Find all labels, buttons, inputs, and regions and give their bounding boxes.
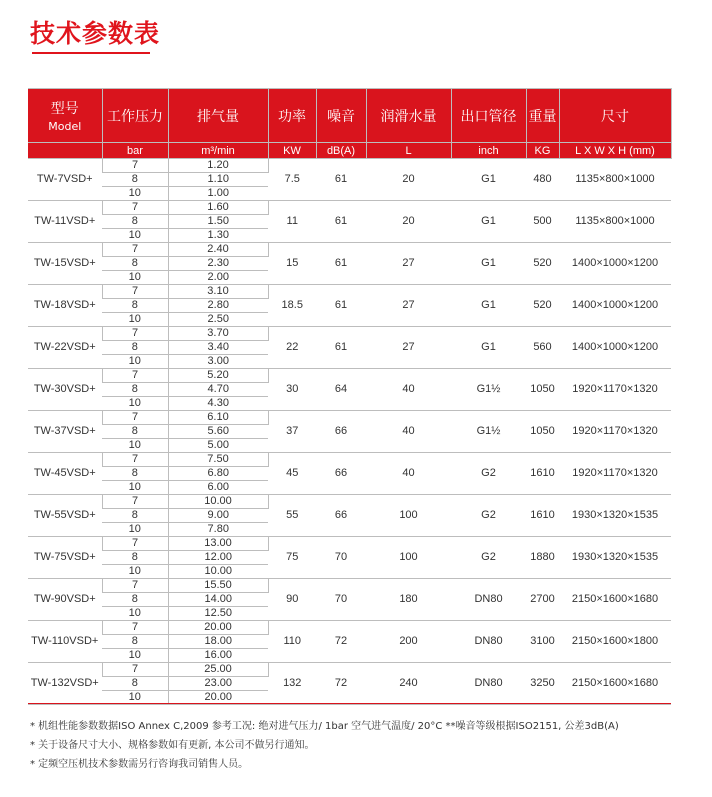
flow-cell: 5.20 (168, 369, 268, 383)
flow-cell: 15.50 (168, 579, 268, 593)
oil-cell: 40 (366, 411, 451, 453)
header-outlet: 出口管径 (451, 89, 526, 143)
flow-cell: 1.50 (168, 215, 268, 229)
noise-cell: 66 (316, 453, 366, 495)
table-row (28, 663, 671, 677)
pressure-cell: 8 (102, 509, 168, 523)
pressure-cell: 10 (102, 355, 168, 369)
pressure-cell: 7 (102, 369, 168, 383)
pressure-cell: 7 (102, 453, 168, 467)
weight-cell: 1050 (526, 411, 559, 453)
noise-cell: 64 (316, 369, 366, 411)
flow-cell: 3.40 (168, 341, 268, 355)
outlet-cell: G1 (451, 201, 526, 243)
oil-cell: 40 (366, 369, 451, 411)
flow-cell: 1.00 (168, 187, 268, 201)
flow-cell: 10.00 (168, 565, 268, 579)
size-cell: 1920×1170×1320 (559, 453, 671, 495)
table-bottom-rule (28, 703, 671, 704)
header-oil: 润滑水量 (366, 89, 451, 143)
outlet-cell: G1½ (451, 411, 526, 453)
size-cell: 1400×1000×1200 (559, 243, 671, 285)
outlet-cell: G1 (451, 285, 526, 327)
noise-cell: 70 (316, 579, 366, 621)
header-weight: 重量 (526, 89, 559, 143)
oil-cell: 240 (366, 663, 451, 705)
size-cell: 1930×1320×1535 (559, 495, 671, 537)
oil-cell: 27 (366, 243, 451, 285)
noise-cell: 61 (316, 327, 366, 369)
outlet-cell: G2 (451, 453, 526, 495)
pressure-cell: 10 (102, 313, 168, 327)
power-cell: 30 (268, 369, 316, 411)
pressure-cell: 10 (102, 397, 168, 411)
unit-pressure: bar (102, 143, 168, 159)
table-row (28, 579, 671, 593)
pressure-cell: 7 (102, 579, 168, 593)
flow-cell: 7.80 (168, 523, 268, 537)
pressure-cell: 8 (102, 677, 168, 691)
pressure-cell: 8 (102, 593, 168, 607)
flow-cell: 23.00 (168, 677, 268, 691)
header-model-cn: 型号 (50, 101, 79, 117)
size-cell: 1400×1000×1200 (559, 327, 671, 369)
pressure-cell: 8 (102, 215, 168, 229)
weight-cell: 480 (526, 159, 559, 201)
model-cell: TW-110VSD+ (28, 621, 102, 663)
flow-cell: 2.80 (168, 299, 268, 313)
pressure-cell: 7 (102, 621, 168, 635)
power-cell: 55 (268, 495, 316, 537)
pressure-cell: 10 (102, 187, 168, 201)
unit-oil: L (366, 143, 451, 159)
flow-cell: 20.00 (168, 621, 268, 635)
flow-cell: 12.50 (168, 607, 268, 621)
flow-cell: 18.00 (168, 635, 268, 649)
oil-cell: 27 (366, 327, 451, 369)
model-cell: TW-132VSD+ (28, 663, 102, 705)
weight-cell: 1050 (526, 369, 559, 411)
size-cell: 2150×1600×1680 (559, 663, 671, 705)
table-row (28, 243, 671, 257)
oil-cell: 100 (366, 537, 451, 579)
pressure-cell: 8 (102, 257, 168, 271)
header-size: 尺寸 (559, 89, 671, 143)
flow-cell: 6.10 (168, 411, 268, 425)
noise-cell: 61 (316, 243, 366, 285)
flow-cell: 6.00 (168, 481, 268, 495)
model-cell: TW-45VSD+ (28, 453, 102, 495)
flow-cell: 13.00 (168, 537, 268, 551)
noise-cell: 66 (316, 411, 366, 453)
header-model (28, 89, 102, 143)
noise-cell: 72 (316, 621, 366, 663)
table-row (28, 159, 671, 173)
model-cell: TW-22VSD+ (28, 327, 102, 369)
pressure-cell: 8 (102, 425, 168, 439)
model-cell: TW-7VSD+ (28, 159, 102, 201)
size-cell: 1135×800×1000 (559, 201, 671, 243)
power-cell: 90 (268, 579, 316, 621)
pressure-cell: 7 (102, 495, 168, 509)
flow-cell: 25.00 (168, 663, 268, 677)
pressure-cell: 10 (102, 229, 168, 243)
table-row (28, 285, 671, 299)
flow-cell: 2.30 (168, 257, 268, 271)
pressure-cell: 8 (102, 383, 168, 397)
flow-cell: 2.40 (168, 243, 268, 257)
pressure-cell: 8 (102, 299, 168, 313)
flow-cell: 9.00 (168, 509, 268, 523)
noise-cell: 61 (316, 159, 366, 201)
page-title: 技术参数表 (30, 19, 161, 48)
pressure-cell: 7 (102, 243, 168, 257)
outlet-cell: G1 (451, 327, 526, 369)
table-row (28, 327, 671, 341)
size-cell: 1930×1320×1535 (559, 537, 671, 579)
model-cell: TW-30VSD+ (28, 369, 102, 411)
oil-cell: 100 (366, 495, 451, 537)
pressure-cell: 10 (102, 523, 168, 537)
header-power: 功率 (268, 89, 316, 143)
weight-cell: 560 (526, 327, 559, 369)
unit-model (28, 143, 102, 159)
footnote: * 机组性能参数数据ISO Annex C,2009 参考工况: 绝对进气压力/ 1bar 空气进气温度/ 20°C **噪音等级根据ISO2151, 公差3dB(A) (30, 721, 619, 732)
flow-cell: 3.10 (168, 285, 268, 299)
table-row (28, 411, 671, 425)
power-cell: 18.5 (268, 285, 316, 327)
pressure-cell: 10 (102, 481, 168, 495)
pressure-cell: 7 (102, 663, 168, 677)
unit-weight: KG (526, 143, 559, 159)
unit-size: L X W X H (mm) (559, 143, 671, 159)
table-row (28, 537, 671, 551)
weight-cell: 1610 (526, 495, 559, 537)
pressure-cell: 8 (102, 467, 168, 481)
flow-cell: 14.00 (168, 593, 268, 607)
power-cell: 11 (268, 201, 316, 243)
noise-cell: 61 (316, 285, 366, 327)
size-cell: 1400×1000×1200 (559, 285, 671, 327)
flow-cell: 1.60 (168, 201, 268, 215)
outlet-cell: DN80 (451, 663, 526, 705)
pressure-cell: 10 (102, 439, 168, 453)
unit-outlet: inch (451, 143, 526, 159)
weight-cell: 1610 (526, 453, 559, 495)
pressure-cell: 8 (102, 635, 168, 649)
flow-cell: 2.50 (168, 313, 268, 327)
model-cell: TW-37VSD+ (28, 411, 102, 453)
weight-cell: 520 (526, 243, 559, 285)
header-flow: 排气量 (168, 89, 268, 143)
oil-cell: 20 (366, 159, 451, 201)
footnotes (30, 717, 619, 774)
flow-cell: 1.20 (168, 159, 268, 173)
pressure-cell: 10 (102, 691, 168, 705)
footnote: * 定频空压机技术参数需另行咨询我司销售人员。 (30, 759, 249, 770)
model-cell: TW-75VSD+ (28, 537, 102, 579)
weight-cell: 3250 (526, 663, 559, 705)
pressure-cell: 10 (102, 649, 168, 663)
flow-cell: 5.60 (168, 425, 268, 439)
oil-cell: 200 (366, 621, 451, 663)
outlet-cell: DN80 (451, 579, 526, 621)
power-cell: 7.5 (268, 159, 316, 201)
size-cell: 1920×1170×1320 (559, 369, 671, 411)
outlet-cell: G1½ (451, 369, 526, 411)
flow-cell: 5.00 (168, 439, 268, 453)
flow-cell: 3.70 (168, 327, 268, 341)
oil-cell: 40 (366, 453, 451, 495)
table-row (28, 453, 671, 467)
flow-cell: 1.10 (168, 173, 268, 187)
pressure-cell: 8 (102, 551, 168, 565)
oil-cell: 20 (366, 201, 451, 243)
flow-cell: 7.50 (168, 453, 268, 467)
footnote: * 关于设备尺寸大小、规格参数如有更新, 本公司不做另行通知。 (30, 740, 315, 751)
table-row (28, 495, 671, 509)
power-cell: 22 (268, 327, 316, 369)
flow-cell: 20.00 (168, 691, 268, 705)
header-pressure: 工作压力 (102, 89, 168, 143)
model-cell: TW-55VSD+ (28, 495, 102, 537)
weight-cell: 520 (526, 285, 559, 327)
pressure-cell: 7 (102, 327, 168, 341)
outlet-cell: G1 (451, 243, 526, 285)
pressure-cell: 7 (102, 537, 168, 551)
flow-cell: 1.30 (168, 229, 268, 243)
noise-cell: 70 (316, 537, 366, 579)
flow-cell: 4.30 (168, 397, 268, 411)
noise-cell: 66 (316, 495, 366, 537)
weight-cell: 1880 (526, 537, 559, 579)
spec-table-body (28, 159, 671, 705)
flow-cell: 10.00 (168, 495, 268, 509)
spec-table (28, 88, 672, 705)
header-noise: 噪音 (316, 89, 366, 143)
pressure-cell: 7 (102, 201, 168, 215)
size-cell: 1135×800×1000 (559, 159, 671, 201)
noise-cell: 61 (316, 201, 366, 243)
size-cell: 2150×1600×1800 (559, 621, 671, 663)
weight-cell: 2700 (526, 579, 559, 621)
oil-cell: 180 (366, 579, 451, 621)
unit-flow: m³/min (168, 143, 268, 159)
flow-cell: 4.70 (168, 383, 268, 397)
weight-cell: 3100 (526, 621, 559, 663)
power-cell: 45 (268, 453, 316, 495)
noise-cell: 72 (316, 663, 366, 705)
pressure-cell: 7 (102, 411, 168, 425)
pressure-cell: 10 (102, 271, 168, 285)
oil-cell: 27 (366, 285, 451, 327)
power-cell: 132 (268, 663, 316, 705)
flow-cell: 3.00 (168, 355, 268, 369)
power-cell: 110 (268, 621, 316, 663)
power-cell: 37 (268, 411, 316, 453)
table-row (28, 201, 671, 215)
flow-cell: 6.80 (168, 467, 268, 481)
size-cell: 2150×1600×1680 (559, 579, 671, 621)
title-underline (32, 52, 150, 54)
model-cell: TW-90VSD+ (28, 579, 102, 621)
power-cell: 75 (268, 537, 316, 579)
pressure-cell: 7 (102, 159, 168, 173)
outlet-cell: G2 (451, 537, 526, 579)
size-cell: 1920×1170×1320 (559, 411, 671, 453)
outlet-cell: G2 (451, 495, 526, 537)
unit-power: KW (268, 143, 316, 159)
model-cell: TW-11VSD+ (28, 201, 102, 243)
model-cell: TW-15VSD+ (28, 243, 102, 285)
flow-cell: 12.00 (168, 551, 268, 565)
outlet-cell: G1 (451, 159, 526, 201)
pressure-cell: 8 (102, 341, 168, 355)
table-row (28, 369, 671, 383)
outlet-cell: DN80 (451, 621, 526, 663)
pressure-cell: 10 (102, 565, 168, 579)
header-model-en: Model (48, 120, 82, 133)
weight-cell: 500 (526, 201, 559, 243)
unit-noise: dB(A) (316, 143, 366, 159)
power-cell: 15 (268, 243, 316, 285)
flow-cell: 16.00 (168, 649, 268, 663)
flow-cell: 2.00 (168, 271, 268, 285)
table-row (28, 621, 671, 635)
pressure-cell: 7 (102, 285, 168, 299)
pressure-cell: 8 (102, 173, 168, 187)
pressure-cell: 10 (102, 607, 168, 621)
model-cell: TW-18VSD+ (28, 285, 102, 327)
